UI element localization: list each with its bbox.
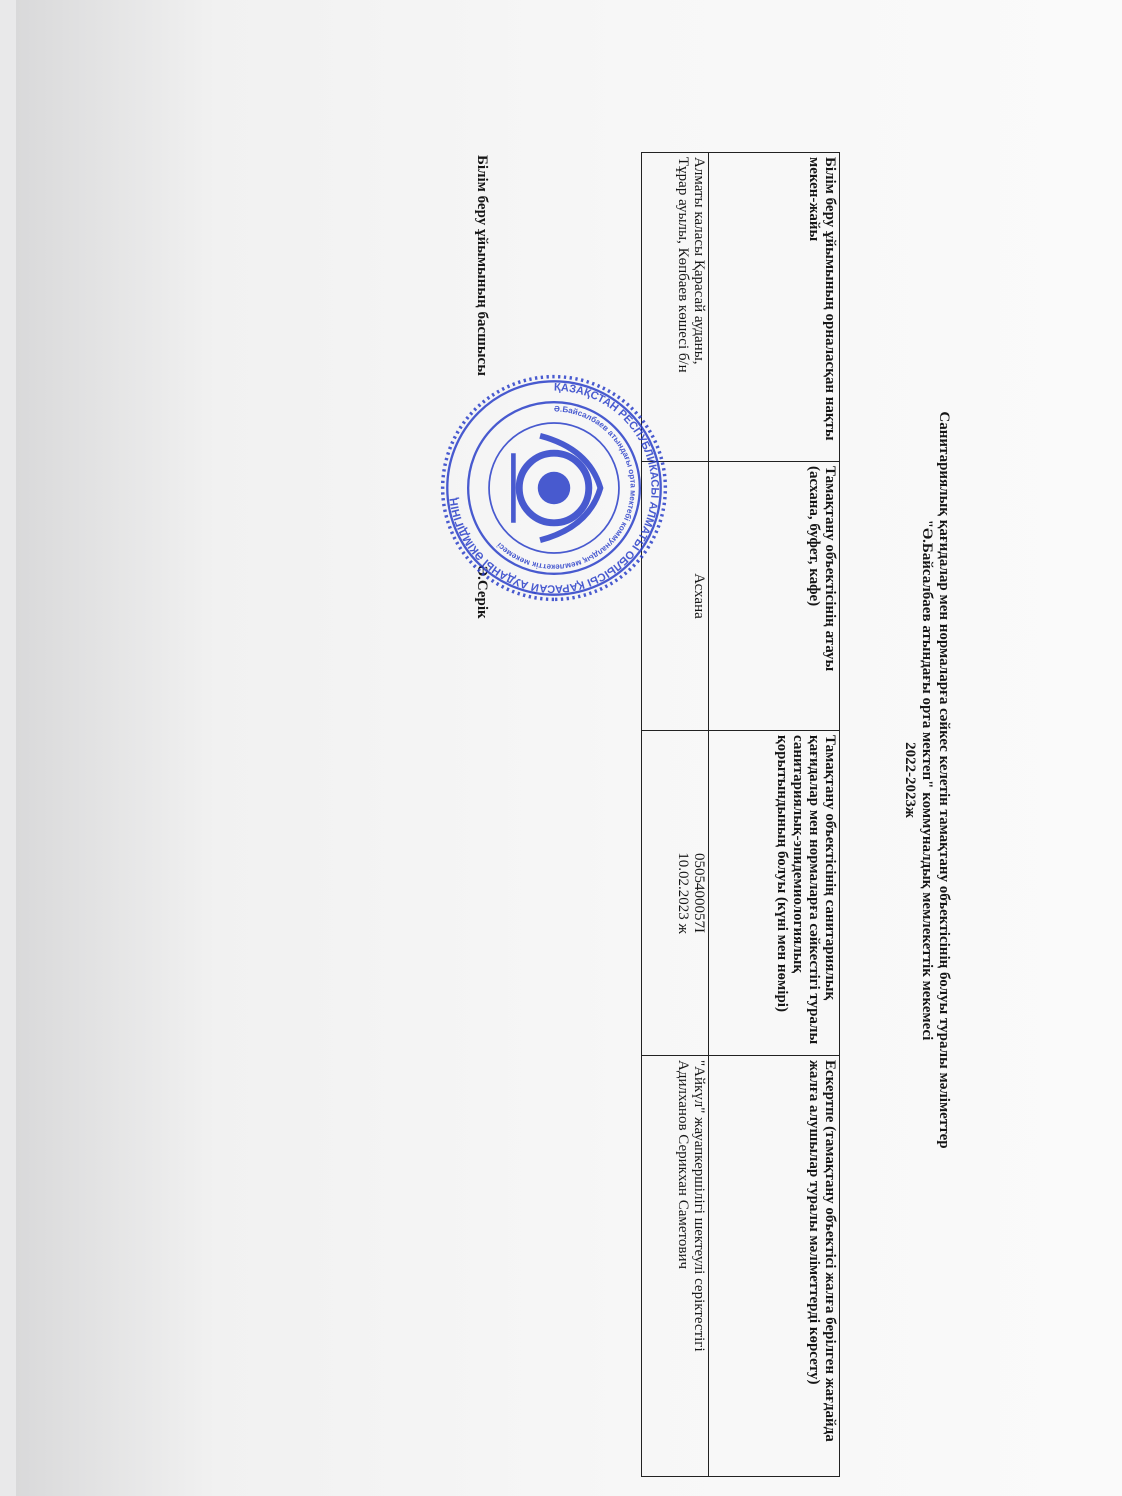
- note-line-1: "Айкүл" жауапкершілігі шектеулі серіктестігі: [691, 1060, 707, 1352]
- canteen-info-table: [641, 152, 840, 1477]
- title-line-2: "Ә.Байсалбаев атындағы орта мектеп" коммуналдық мемлекеттік мекемесі: [919, 519, 935, 1041]
- cell-note: [642, 1056, 709, 1477]
- signature-label: Білім беру ұйымының басшысы: [474, 155, 490, 376]
- document-title: [901, 340, 952, 1220]
- header-address: Білім беру ұйымының орналасқан нақты мекен-жайы: [709, 153, 840, 462]
- conclusion-number: 0505400057I: [691, 853, 707, 933]
- paper-sheet: [16, 0, 1122, 1496]
- table-header-row: [709, 153, 840, 1477]
- signature-name: Ә.Серік: [474, 565, 490, 619]
- address-line-2: Тұрар ауылы, Көпбаев көшесі б/н: [675, 157, 691, 373]
- header-note: Ескертпе (тамақтану объектісі жалға берілген жағдайда жалға алушылар туралы мәліметтерді көрсету): [709, 1056, 840, 1477]
- object-name: Асхана: [691, 573, 707, 619]
- rotated-document: [16, 0, 1122, 1496]
- stamp-inner-text: Ә.Байсалбаев атындағы орта мектебі коммуналдық мемлекеттік мекемесі: [495, 404, 638, 572]
- table-row: [642, 153, 709, 1477]
- conclusion-date: 10.02.2023 ж: [675, 852, 691, 934]
- header-conclusion: Тамақтану объектісінің санитариялық қағидалар мен нормаларға сәйкестігі туралы санитариялық-эпидемиологиялық қорытындының болуы (күні мен нөмірі): [709, 731, 840, 1056]
- note-line-2: Адилханов Серикхан Саметович: [675, 1060, 691, 1270]
- title-line-3: 2022-2023ж: [902, 742, 918, 818]
- address-line-1: Алматы каласы Қарасай ауданы,: [691, 157, 707, 365]
- header-object-name: Тамақтану объектісінің атауы (асхана, буфет, кафе): [709, 462, 840, 731]
- stamp-outer-text: ҚАЗАҚСТАН РЕСПУБЛИКАСЫ АЛМАТЫ ОБЛЫСЫ ҚАРАСАЙ АУДАНЫ ӘКІМДІГІНІҢ: [448, 381, 661, 595]
- official-round-stamp: [438, 372, 670, 604]
- cell-conclusion: [642, 731, 709, 1056]
- title-line-1: Санитариялық қағидалар мен нормаларға сәйкес келетін тамақтану объектісінің болуы туралы мәліметтер: [936, 411, 952, 1149]
- stamp-emblem-center: [538, 472, 570, 504]
